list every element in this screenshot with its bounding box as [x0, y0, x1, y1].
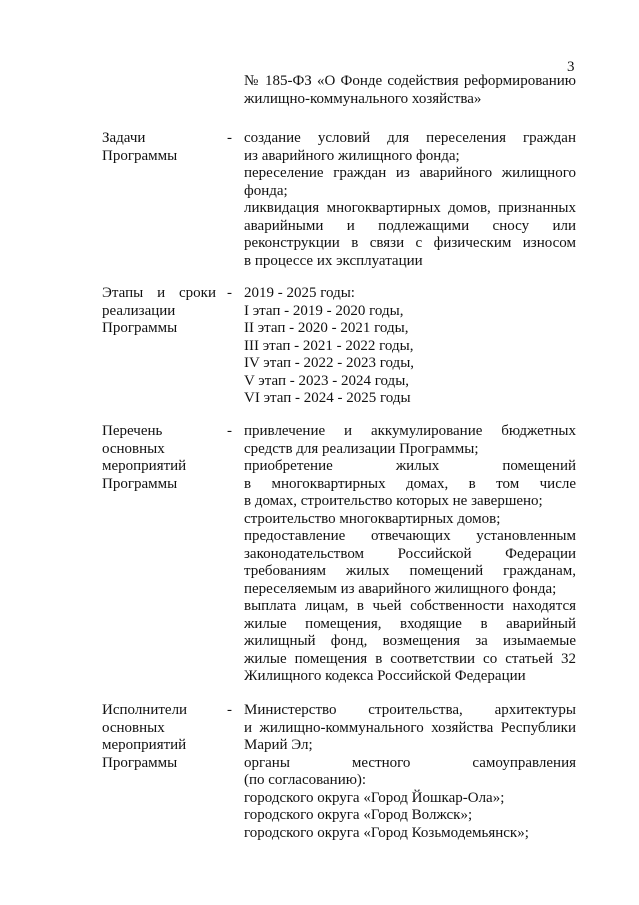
content-line: V этап - 2023 - 2024 годы,: [244, 372, 410, 389]
content-line: городского округа «Город Йошкар-Ола»;: [244, 789, 505, 806]
label-line: Программы: [102, 320, 178, 336]
content-line: строительство многоквартирных домов;: [244, 510, 501, 527]
content-line: (по согласованию):: [244, 772, 367, 788]
content-line: I этап - 2019 - 2020 годы,: [244, 302, 404, 319]
section-content: [244, 130, 576, 270]
label-line: мероприятий: [102, 458, 187, 474]
intro-line: жилищно-коммунального хозяйства»: [244, 90, 482, 107]
content-line: II этап - 2020 - 2021 годы,: [244, 320, 409, 336]
label-line: Программы: [102, 754, 178, 771]
content-line: фонда;: [244, 182, 288, 199]
section-label: [102, 285, 222, 338]
label-line: Задачи: [102, 130, 146, 146]
content-line: III этап - 2021 - 2022 годы,: [244, 337, 414, 354]
content-line: аварийными и подлежащими сносу или: [244, 217, 576, 234]
page-number: 3: [567, 59, 575, 75]
label-line: мероприятий: [102, 737, 187, 753]
section-label: [102, 702, 222, 772]
dash-separator: -: [227, 285, 232, 301]
content-line: средств для реализации Программы;: [244, 440, 479, 457]
content-line: IV этап - 2022 - 2023 годы,: [244, 355, 415, 371]
content-line: в домах, строительство которых не завершено;: [244, 493, 543, 509]
content-line: Министерство строительства, архитектуры: [244, 702, 576, 718]
section-label: [102, 423, 222, 493]
content-line: жилищный фонд, возмещения за изымаемые: [244, 633, 576, 649]
content-line: приобретение жилых помещений: [244, 458, 576, 474]
dash-separator: -: [227, 423, 232, 439]
content-line: создание условий для переселения граждан: [244, 130, 576, 146]
label-line: основных: [102, 440, 165, 457]
content-line: органы местного самоуправления: [244, 754, 576, 771]
dash-separator: -: [227, 702, 232, 718]
label-line: Этапы и сроки: [102, 285, 216, 301]
content-line: в процессе их эксплуатации: [244, 252, 423, 269]
content-line: привлечение и аккумулирование бюджетных: [244, 423, 576, 439]
label-line: основных: [102, 719, 165, 736]
content-line: из аварийного жилищного фонда;: [244, 147, 460, 164]
content-line: выплата лицам, в чьей собственности находятся: [244, 598, 576, 614]
section-content: [244, 702, 576, 842]
content-line: переселяемым из аварийного жилищного фонда;: [244, 580, 557, 597]
section-label: [102, 130, 222, 165]
content-line: городского округа «Город Козьмодемьянск»;: [244, 824, 529, 841]
content-line: Жилищного кодекса Российской Федерации: [244, 668, 526, 684]
content-line: предоставление отвечающих установленным: [244, 528, 576, 544]
content-line: городского округа «Город Волжск»;: [244, 807, 473, 823]
dash-separator: -: [227, 130, 232, 146]
intro-text: [244, 73, 576, 108]
content-line: VI этап - 2024 - 2025 годы: [244, 390, 411, 406]
content-line: и жилищно-коммунального хозяйства Республики: [244, 719, 576, 736]
content-line: 2019 - 2025 годы:: [244, 285, 355, 301]
label-line: Программы: [102, 475, 178, 492]
content-line: требованиям жилых помещений гражданам,: [244, 563, 576, 579]
content-line: в многоквартирных домах, в том числе: [244, 475, 576, 492]
label-line: Программы: [102, 147, 178, 164]
section-content: [244, 423, 576, 686]
content-line: переселение граждан из аварийного жилищного: [244, 165, 576, 181]
content-line: ликвидация многоквартирных домов, признанных: [244, 200, 576, 216]
label-line: Перечень: [102, 423, 163, 439]
intro-line: № 185-ФЗ «О Фонде содействия реформированию: [244, 73, 576, 89]
section-content: [244, 285, 576, 408]
content-line: жилые помещения в соответствии со статьей 32: [244, 650, 576, 667]
content-line: жилые помещения, входящие в аварийный: [244, 615, 576, 632]
content-line: реконструкции в связи с физическим износом: [244, 235, 576, 251]
label-line: реализации: [102, 302, 176, 319]
content-line: Марий Эл;: [244, 737, 313, 753]
label-line: Исполнители: [102, 702, 188, 718]
content-line: законодательством Российской Федерации: [244, 545, 576, 562]
